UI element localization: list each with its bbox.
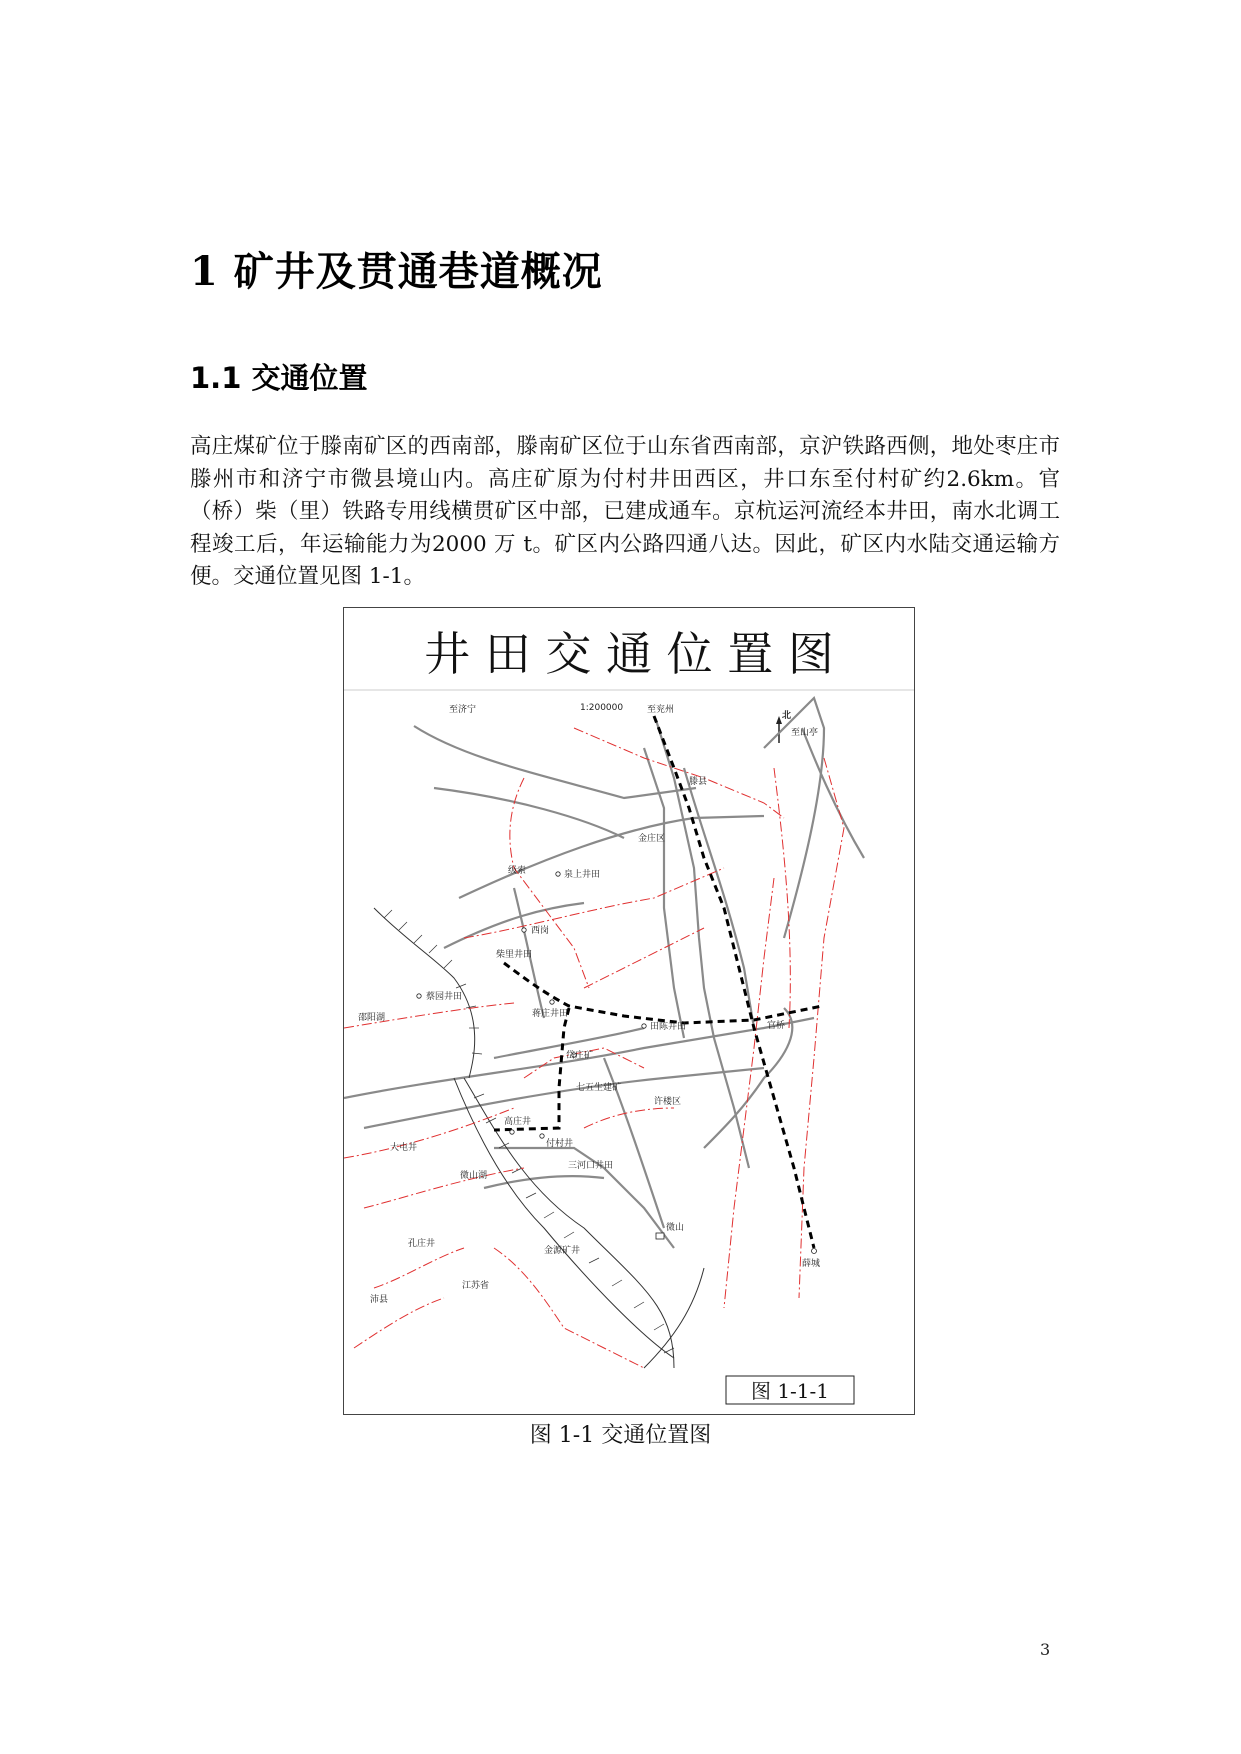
place-label: 柴里井田 <box>496 950 533 960</box>
place-label: 金源矿井 <box>544 1246 581 1256</box>
section-heading: 1.1 交通位置 <box>190 361 368 395</box>
place-label: 七五生建矿 <box>576 1083 622 1093</box>
place-label: 蔡园井田 <box>426 992 463 1002</box>
place-label: 泉上井田 <box>564 870 601 880</box>
place-label: 孔庄井 <box>408 1239 436 1249</box>
map-title: 井 田 交 通 位 置 图 <box>424 627 834 681</box>
place-label: 蒋庄井田 <box>532 1009 569 1019</box>
place-label: 级索 <box>508 866 527 876</box>
place-label: 滕县 <box>689 777 708 787</box>
page-number: 3 <box>1040 1640 1051 1659</box>
place-label: 微山 <box>666 1223 685 1233</box>
place-label: 官桥 <box>767 1021 786 1031</box>
body-paragraph: 高庄煤矿位于滕南矿区的西南部，滕南矿区位于山东省西南部，京沪铁路西侧，地处枣庄市滕州市和济宁市微县境山内。高庄矿原为付村井田西区，井口东至付村矿约2.6km。官（桥）柴（里）铁路专用线横贯矿区中部，已建成通车。京杭运河流经本井田，南水北调工程竣工后，年运输能力为2000 万 t。矿区内公路四通八达。因此，矿区内水陆交通运输方便。交通位置见图 1-1。 <box>190 434 1060 589</box>
figure-caption: 图 1-1 交通位置图 <box>529 1423 712 1448</box>
place-label: 大屯井 <box>390 1143 418 1153</box>
place-label: 许楼区 <box>654 1097 682 1107</box>
place-label: 至兖州 <box>647 705 675 715</box>
place-label: 田陈井田 <box>650 1022 687 1032</box>
place-label: 至济宁 <box>449 705 477 715</box>
place-label: 邵阳湖 <box>358 1013 386 1023</box>
north-label: 北 <box>782 711 792 721</box>
place-label: 高庄井 <box>504 1117 532 1127</box>
traffic-location-map <box>343 607 915 1415</box>
place-label: 微山湖 <box>460 1171 488 1181</box>
place-label: 金庄区 <box>638 834 666 844</box>
lake-shore-hatching <box>374 908 704 1368</box>
place-label: 岱庄矿 <box>566 1051 594 1061</box>
figure-label: 图 1-1-1 <box>750 1379 830 1403</box>
place-label: 至山亭 <box>791 728 819 738</box>
place-label: 薛城 <box>802 1259 821 1269</box>
place-label: 沛县 <box>370 1295 389 1305</box>
map-scale: 1:200000 <box>580 703 624 713</box>
place-label: 江苏省 <box>462 1281 490 1291</box>
railway-lines <box>494 716 822 1248</box>
place-label: 付村井 <box>546 1139 574 1149</box>
map-drawing <box>344 608 914 1414</box>
place-label: 西岗 <box>531 926 550 936</box>
place-label: 三河口井田 <box>568 1161 614 1171</box>
chapter-heading: 1 矿井及贯通巷道概况 <box>190 248 603 295</box>
place-markers <box>417 872 817 1254</box>
